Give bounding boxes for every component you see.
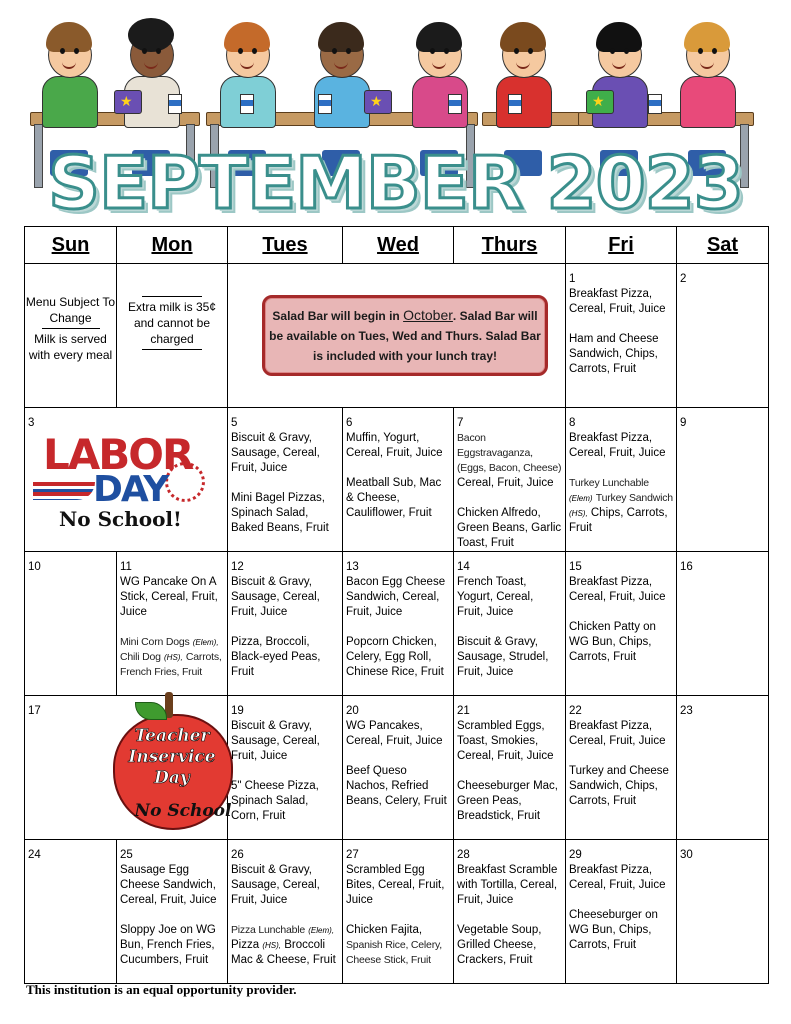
- labor-day-art: [33, 432, 215, 542]
- lunch-menu: Mini Corn Dogs: [120, 636, 190, 648]
- page-title: SEPTEMBER 2023: [48, 141, 743, 225]
- divider: [142, 349, 202, 350]
- day-number: 27: [346, 849, 359, 861]
- milk-carton-icon: [648, 94, 662, 114]
- lunch-menu: Turkey Lunchable: [569, 477, 649, 489]
- weekday-label: Wed: [343, 227, 454, 264]
- day-cell: [454, 696, 566, 840]
- day-number: 23: [680, 705, 693, 717]
- day-cell: [25, 840, 117, 984]
- labor-day-title: LABOR: [43, 430, 193, 479]
- calendar-week: [25, 696, 769, 840]
- no-school-label: No School!: [59, 507, 182, 531]
- lunch-menu-3: Chips, Carrots, Fruit: [569, 507, 668, 534]
- breakfast-menu: Biscuit & Gravy, Sausage, Cereal, Fruit, Juice: [231, 432, 320, 474]
- lunch-menu-2: Spanish Rice, Celery, Cheese Stick, Fruit: [346, 939, 442, 966]
- lunch-menu: Sloppy Joe on WG Bun, French Fries, Cucumbers, Fruit: [120, 924, 216, 966]
- extra-milk-note: Extra milk is 35¢ and cannot be charged: [127, 300, 217, 346]
- day-cell: [566, 552, 677, 696]
- lunch-menu-2: Chili Dog: [120, 651, 161, 663]
- menu-change-note: Menu Subject To Change: [25, 295, 116, 325]
- milk-carton-icon: [240, 94, 254, 114]
- weekday-label: Tues: [228, 227, 343, 264]
- day-number: 28: [457, 849, 470, 861]
- no-school-label: No School: [134, 801, 232, 821]
- lunch-menu: Turkey and Cheese Sandwich, Chips, Carrots, Fruit: [569, 765, 669, 807]
- breakfast-menu: Breakfast Pizza, Cereal, Fruit, Juice: [569, 432, 666, 459]
- lunch-menu: Pizza Lunchable: [231, 924, 306, 936]
- salad-text-1: Salad Bar will begin in: [272, 309, 400, 323]
- day-cell: [677, 264, 769, 408]
- breakfast-menu: Breakfast Pizza, Cereal, Fruit, Juice: [569, 720, 666, 747]
- lunch-menu: Chicken Alfredo, Green Beans, Garlic Toast, Fruit: [457, 507, 562, 549]
- breakfast-menu: Breakfast Pizza, Cereal, Fruit, Juice: [569, 288, 666, 315]
- day-cell: [343, 696, 454, 840]
- note-block: [117, 264, 227, 350]
- salad-bar-cell: [228, 264, 566, 408]
- day-cell: [566, 840, 677, 984]
- day-cell: [454, 840, 566, 984]
- day-cell: [117, 552, 228, 696]
- lunch-menu-3: Broccoli Mac & Cheese, Fruit: [231, 939, 336, 966]
- day-number: 6: [346, 417, 353, 429]
- breakfast-menu: Breakfast Pizza, Cereal, Fruit, Juice: [569, 576, 666, 603]
- lunchbox-icon: ★: [114, 90, 142, 114]
- breakfast-menu: Scrambled Egg Bites, Cereal, Fruit, Juice: [346, 864, 445, 906]
- day-number: 3: [28, 417, 35, 429]
- lunch-menu: Vegetable Soup, Grilled Cheese, Crackers, Fruit: [457, 924, 542, 966]
- day-cell: [454, 552, 566, 696]
- lunch-menu: Chicken Patty on WG Bun, Chips, Carrots, Fruit: [569, 621, 656, 663]
- header-banner: [0, 0, 791, 228]
- breakfast-menu: Muffin, Yogurt, Cereal, Fruit, Juice: [346, 432, 443, 459]
- calendar-grid: [24, 226, 769, 984]
- day-number: 20: [346, 705, 359, 717]
- day-cell: [343, 408, 454, 552]
- calendar-week: [25, 552, 769, 696]
- day-number: 13: [346, 561, 359, 573]
- salad-text-2: . Salad Bar will be available on Tues, Wed and Thurs. Salad Bar is included with your lunch tray!: [269, 309, 541, 363]
- day-number: 22: [569, 705, 582, 717]
- day-number: 15: [569, 561, 582, 573]
- note-cell: [25, 264, 117, 408]
- breakfast-menu: Bacon Egg Cheese Sandwich, Cereal, Fruit, Juice: [346, 576, 446, 618]
- day-number: 16: [680, 561, 693, 573]
- day-number: 5: [231, 417, 238, 429]
- day-cell: [228, 696, 343, 840]
- divider: [42, 328, 100, 329]
- footer-statement: This institution is an equal opportunity provider.: [26, 982, 297, 997]
- breakfast-menu: Sausage Egg Cheese Sandwich, Cereal, Fruit, Juice: [120, 864, 217, 906]
- note-cell: [117, 264, 228, 408]
- lunch-menu-3: Carrots, French Fries, Fruit: [120, 651, 222, 678]
- day-number: 26: [231, 849, 244, 861]
- lunch-menu-2: Turkey Sandwich: [595, 492, 673, 504]
- apple-leaf: [135, 702, 167, 720]
- day-number: 21: [457, 705, 470, 717]
- day-cell: [228, 408, 343, 552]
- weekday-label: Fri: [566, 227, 677, 264]
- labor-day-title-2: DAY: [93, 469, 168, 510]
- day-cell: [228, 840, 343, 984]
- day-cell: [677, 840, 769, 984]
- milk-carton-icon: [168, 94, 182, 114]
- breakfast-menu: Biscuit & Gravy, Sausage, Cereal, Fruit, Juice: [231, 720, 320, 762]
- weekday-label: Sat: [677, 227, 769, 264]
- day-cell: [25, 552, 117, 696]
- breakfast-menu: French Toast, Yogurt, Cereal, Fruit, Juice: [457, 576, 534, 618]
- calendar-week: [25, 408, 769, 552]
- lunch-menu: Mini Bagel Pizzas, Spinach Salad, Baked Beans, Fruit: [231, 492, 329, 534]
- holiday-cell: [25, 696, 232, 840]
- salad-month: October: [403, 307, 453, 323]
- salad-bar-notice: [262, 295, 548, 376]
- day-number: 9: [680, 417, 687, 429]
- inservice-label: Teacher Inservice Day: [128, 726, 216, 788]
- day-cell: [566, 696, 677, 840]
- breakfast-menu-2: Cereal, Fruit, Juice: [457, 477, 554, 489]
- tag-hs: (HS),: [164, 653, 183, 662]
- day-cell: [677, 408, 769, 552]
- lunch-menu: Ham and Cheese Sandwich, Chips, Carrots, Fruit: [569, 333, 659, 375]
- lunch-menu: Beef Queso Nachos, Refried Beans, Celery, Fruit: [346, 765, 447, 807]
- lunch-menu: Chicken Fajita,: [346, 924, 423, 936]
- day-number: 10: [28, 561, 41, 573]
- breakfast-menu: Biscuit & Gravy, Sausage, Cereal, Fruit, Juice: [231, 576, 320, 618]
- weekday-label: Sun: [25, 227, 117, 264]
- day-cell: [228, 552, 343, 696]
- tag-hs: (HS),: [569, 509, 588, 518]
- breakfast-menu: Breakfast Pizza, Cereal, Fruit, Juice: [569, 864, 666, 891]
- flag-stripes: [33, 482, 95, 500]
- day-number: 25: [120, 849, 133, 861]
- divider: [142, 296, 202, 297]
- breakfast-menu: Breakfast Scramble with Tortilla, Cereal, Fruit, Juice: [457, 864, 558, 906]
- day-number: 14: [457, 561, 470, 573]
- day-number: 8: [569, 417, 576, 429]
- breakfast-menu: Scrambled Eggs, Toast, Smokies, Cereal, Fruit, Juice: [457, 720, 554, 762]
- calendar-week: [25, 264, 769, 408]
- day-number: 29: [569, 849, 582, 861]
- day-cell: [566, 264, 677, 408]
- milk-carton-icon: [508, 94, 522, 114]
- day-cell: [117, 840, 228, 984]
- lunch-menu: Cheeseburger Mac, Green Peas, Breadstick, Fruit: [457, 780, 558, 822]
- apple-icon: [113, 692, 231, 832]
- lunch-menu: Meatball Sub, Mac & Cheese, Cauliflower, Fruit: [346, 477, 442, 519]
- day-number: 19: [231, 705, 244, 717]
- breakfast-menu: WG Pancakes, Cereal, Fruit, Juice: [346, 720, 443, 747]
- day-cell: [677, 696, 769, 840]
- milk-note: Milk is served with every meal: [28, 332, 113, 362]
- tag-hs: (HS),: [262, 941, 281, 950]
- weekday-label: Thurs: [454, 227, 566, 264]
- tag-elem: (Elem),: [192, 638, 219, 647]
- lunch-menu-2: Pizza: [231, 939, 260, 951]
- breakfast-menu: Bacon Eggstravaganza, (Eggs, Bacon, Cheese): [457, 432, 562, 474]
- lunch-menu: 5" Cheese Pizza, Spinach Salad, Corn, Fruit: [231, 780, 319, 822]
- day-cell: [677, 552, 769, 696]
- lunchbox-icon: ★: [364, 90, 392, 114]
- lunchbox-icon: ★: [586, 90, 614, 114]
- lunch-menu: Biscuit & Gravy, Sausage, Strudel, Fruit, Juice: [457, 636, 549, 678]
- day-number: 17: [28, 705, 41, 717]
- day-cell: [343, 840, 454, 984]
- breakfast-menu: Biscuit & Gravy, Sausage, Cereal, Fruit, Juice: [231, 864, 320, 906]
- lunch-menu: Pizza, Broccoli, Black-eyed Peas, Fruit: [231, 636, 321, 678]
- milk-carton-icon: [318, 94, 332, 114]
- day-number: 2: [680, 273, 687, 285]
- day-number: 1: [569, 273, 576, 285]
- breakfast-menu: WG Pancake On A Stick, Cereal, Fruit, Juice: [120, 576, 218, 618]
- weekday-header-row: [25, 227, 769, 264]
- calendar-week: [25, 840, 769, 984]
- tag-elem: (Elem),: [308, 926, 335, 935]
- day-cell: [566, 408, 677, 552]
- lunch-menu: Cheeseburger on WG Bun, Chips, Carrots, Fruit: [569, 909, 658, 951]
- milk-carton-icon: [448, 94, 462, 114]
- day-cell: [454, 408, 566, 552]
- note-block: [25, 264, 116, 363]
- day-cell: [343, 552, 454, 696]
- lunch-menu: Popcorn Chicken, Celery, Egg Roll, Chinese Rice, Fruit: [346, 636, 444, 678]
- day-number: 12: [231, 561, 244, 573]
- weekday-label: Mon: [117, 227, 228, 264]
- day-number: 24: [28, 849, 41, 861]
- day-number: 7: [457, 417, 464, 429]
- day-number: 11: [120, 561, 132, 573]
- tag-elem: (Elem): [569, 494, 593, 503]
- day-number: 30: [680, 849, 693, 861]
- holiday-cell: [25, 408, 228, 552]
